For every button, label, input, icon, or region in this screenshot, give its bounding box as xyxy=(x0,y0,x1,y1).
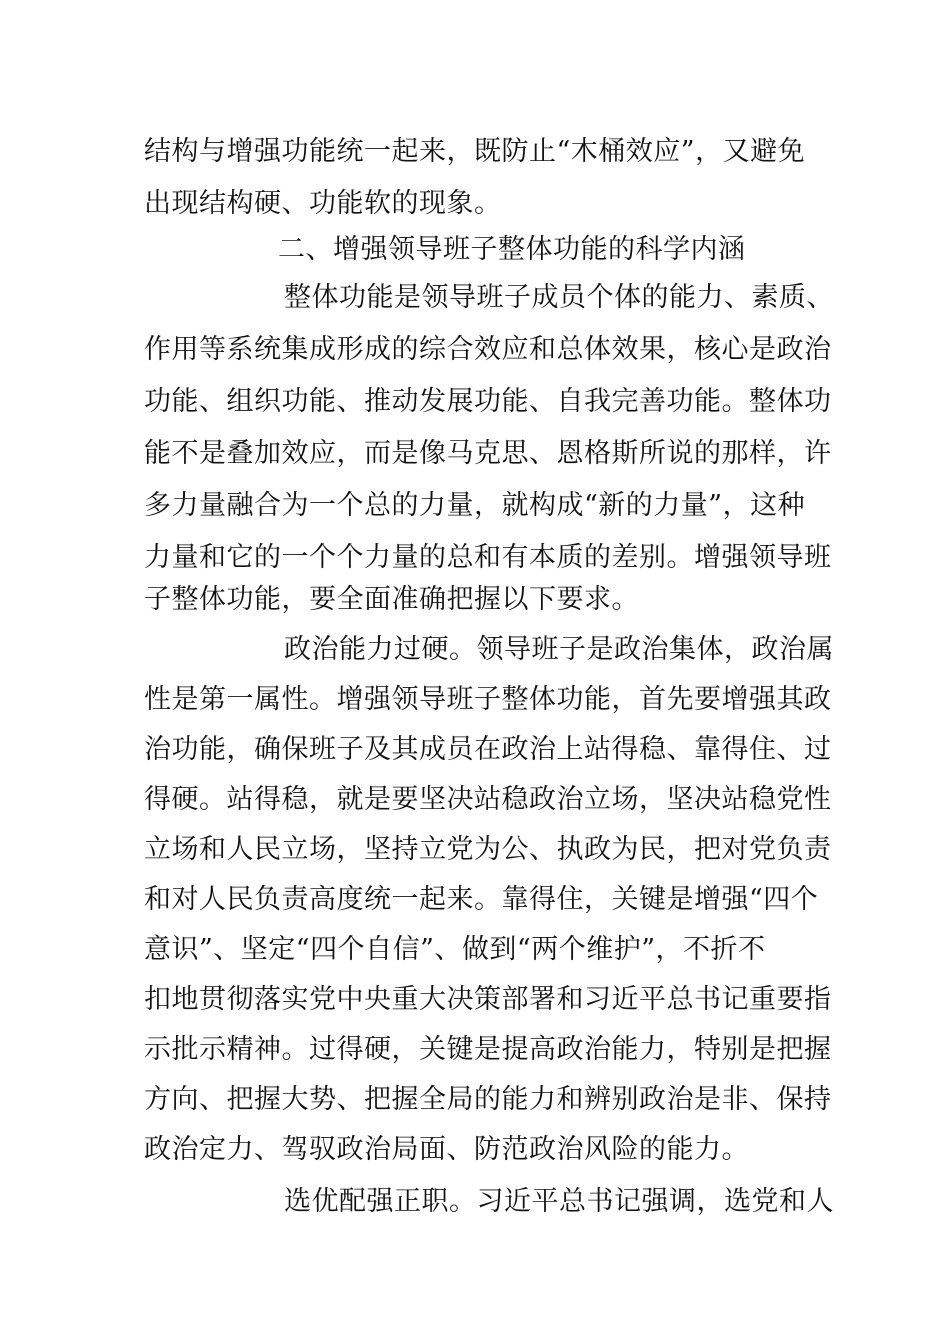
text-line: 和对人民负责高度统一起来。靠得住，关键是增强“四个 xyxy=(144,884,819,915)
text-line: 扣地贯彻落实党中央重大决策部署和习近平总书记重要指 xyxy=(144,984,832,1015)
text-line: 作用等系统集成形成的综合效应和总体效果，核心是政治 xyxy=(144,334,832,365)
text-line: 多力量融合为一个总的力量，就构成“新的力量”，这种 xyxy=(144,490,806,521)
text-line: 意识”、坚定“四个自信”、做到“两个维护”，不折不 xyxy=(144,934,766,965)
section-heading: 二、增强领导班子整体功能的科学内涵 xyxy=(278,234,746,265)
text-line: 整体功能是领导班子成员个体的能力、素质、 xyxy=(284,282,834,313)
text-line: 方向、把握大势、把握全局的能力和辨别政治是非、保持 xyxy=(144,1084,832,1115)
text-line: 子整体功能，要全面准确把握以下要求。 xyxy=(144,584,639,615)
text-line: 性是第一属性。增强领导班子整体功能，首先要增强其政 xyxy=(144,684,832,715)
text-line: 能不是叠加效应，而是像马克思、恩格斯所说的那样，许 xyxy=(144,438,832,469)
text-line: 出现结构硬、功能软的现象。 xyxy=(144,188,502,219)
text-line: 得硬。站得稳，就是要坚决站稳政治立场，坚决站稳党性 xyxy=(144,784,832,815)
text-line: 力量和它的一个个力量的总和有本质的差别。增强领导班 xyxy=(144,542,832,573)
text-line: 治功能，确保班子及其成员在政治上站得稳、靠得住、过 xyxy=(144,734,832,765)
text-line: 政治定力、驾驭政治局面、防范政治风险的能力。 xyxy=(144,1134,749,1165)
text-line: 政治能力过硬。领导班子是政治集体，政治属 xyxy=(284,634,834,665)
text-line: 立场和人民立场，坚持立党为公、执政为民，把对党负责 xyxy=(144,834,832,865)
text-line: 选优配强正职。习近平总书记强调，选党和人 xyxy=(284,1186,834,1217)
text-line: 结构与增强功能统一起来，既防止“木桶效应”，又避免 xyxy=(144,136,806,167)
text-line: 功能、组织功能、推动发展功能、自我完善功能。整体功 xyxy=(144,386,832,417)
text-line: 示批示精神。过得硬，关键是提高政治能力，特别是把握 xyxy=(144,1034,832,1065)
